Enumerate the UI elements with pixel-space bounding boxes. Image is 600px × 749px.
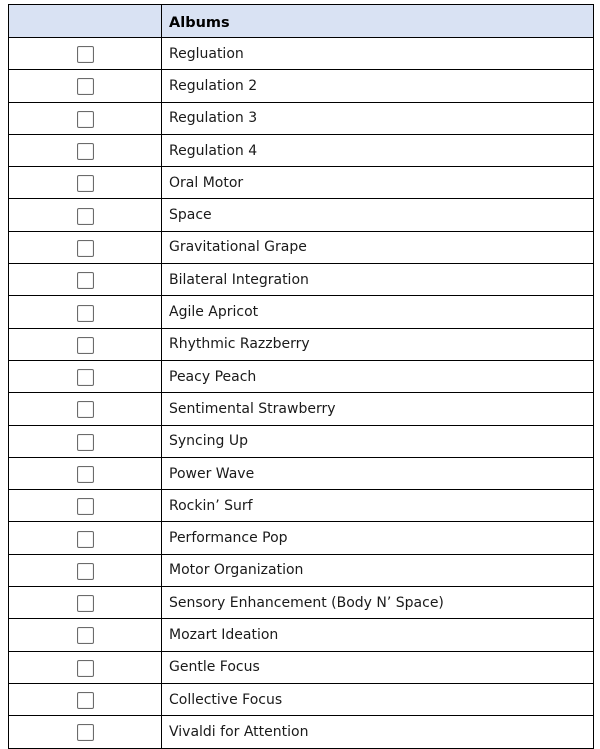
album-checkbox[interactable] <box>77 724 94 741</box>
table-row <box>9 425 594 457</box>
checkbox-cell <box>9 393 162 425</box>
table-row <box>9 360 594 392</box>
album-title: Collective Focus <box>162 683 594 715</box>
album-checkbox[interactable] <box>77 111 94 128</box>
album-title: Vivaldi for Attention <box>162 716 594 748</box>
checkbox-cell <box>9 457 162 489</box>
album-checkbox[interactable] <box>77 627 94 644</box>
table-header <box>9 5 594 38</box>
header-row <box>9 5 594 38</box>
table-row <box>9 231 594 263</box>
album-checkbox[interactable] <box>77 531 94 548</box>
album-checkbox[interactable] <box>77 660 94 677</box>
table-row <box>9 199 594 231</box>
checkbox-column-header <box>9 5 162 38</box>
album-title: Syncing Up <box>162 425 594 457</box>
album-checkbox[interactable] <box>77 595 94 612</box>
album-title: Gravitational Grape <box>162 231 594 263</box>
album-title: Gentle Focus <box>162 651 594 683</box>
album-title: Rockin’ Surf <box>162 490 594 522</box>
album-title: Regulation 3 <box>162 102 594 134</box>
album-checkbox[interactable] <box>77 692 94 709</box>
album-title: Mozart Ideation <box>162 619 594 651</box>
album-title: Space <box>162 199 594 231</box>
album-title: Motor Organization <box>162 554 594 586</box>
album-title: Peacy Peach <box>162 360 594 392</box>
checkbox-cell <box>9 38 162 70</box>
checkbox-cell <box>9 587 162 619</box>
table-row <box>9 264 594 296</box>
album-checkbox[interactable] <box>77 498 94 515</box>
checkbox-cell <box>9 199 162 231</box>
album-checkbox[interactable] <box>77 175 94 192</box>
table-row <box>9 134 594 166</box>
checkbox-cell <box>9 554 162 586</box>
table-row <box>9 651 594 683</box>
table-row <box>9 587 594 619</box>
album-checkbox[interactable] <box>77 208 94 225</box>
album-title: Regluation <box>162 38 594 70</box>
checkbox-cell <box>9 360 162 392</box>
table-row <box>9 490 594 522</box>
checkbox-cell <box>9 102 162 134</box>
checkbox-cell <box>9 683 162 715</box>
album-checkbox[interactable] <box>77 401 94 418</box>
album-title: Power Wave <box>162 457 594 489</box>
album-checkbox[interactable] <box>77 563 94 580</box>
album-title: Regulation 4 <box>162 134 594 166</box>
table-row <box>9 554 594 586</box>
table-row <box>9 38 594 70</box>
album-title: Bilateral Integration <box>162 264 594 296</box>
album-checkbox[interactable] <box>77 240 94 257</box>
checkbox-cell <box>9 167 162 199</box>
table-body <box>9 38 594 749</box>
checkbox-cell <box>9 231 162 263</box>
checkbox-cell <box>9 619 162 651</box>
album-title: Agile Apricot <box>162 296 594 328</box>
table-row <box>9 393 594 425</box>
album-checkbox[interactable] <box>77 305 94 322</box>
table-row <box>9 619 594 651</box>
checkbox-cell <box>9 134 162 166</box>
album-checkbox[interactable] <box>77 369 94 386</box>
checkbox-cell <box>9 296 162 328</box>
table-row <box>9 102 594 134</box>
album-checkbox[interactable] <box>77 466 94 483</box>
album-checkbox[interactable] <box>77 143 94 160</box>
checkbox-cell <box>9 522 162 554</box>
album-checkbox[interactable] <box>77 46 94 63</box>
table-row <box>9 328 594 360</box>
table-row <box>9 522 594 554</box>
checkbox-cell <box>9 70 162 102</box>
album-title: Oral Motor <box>162 167 594 199</box>
checkbox-cell <box>9 264 162 296</box>
album-checkbox[interactable] <box>77 272 94 289</box>
album-title: Performance Pop <box>162 522 594 554</box>
album-checkbox[interactable] <box>77 78 94 95</box>
albums-header-label: Albums <box>169 14 230 31</box>
table-row <box>9 716 594 748</box>
table-row <box>9 457 594 489</box>
checkbox-cell <box>9 425 162 457</box>
album-title: Sentimental Strawberry <box>162 393 594 425</box>
table-row <box>9 70 594 102</box>
album-checkbox[interactable] <box>77 434 94 451</box>
checkbox-cell <box>9 328 162 360</box>
album-title: Regulation 2 <box>162 70 594 102</box>
album-checkbox[interactable] <box>77 337 94 354</box>
albums-table <box>8 4 594 749</box>
table-row <box>9 296 594 328</box>
album-title: Sensory Enhancement (Body N’ Space) <box>162 587 594 619</box>
checkbox-cell <box>9 716 162 748</box>
checkbox-cell <box>9 651 162 683</box>
checkbox-cell <box>9 490 162 522</box>
table-row <box>9 683 594 715</box>
albums-column-header <box>162 5 594 38</box>
album-title: Rhythmic Razzberry <box>162 328 594 360</box>
table-row <box>9 167 594 199</box>
